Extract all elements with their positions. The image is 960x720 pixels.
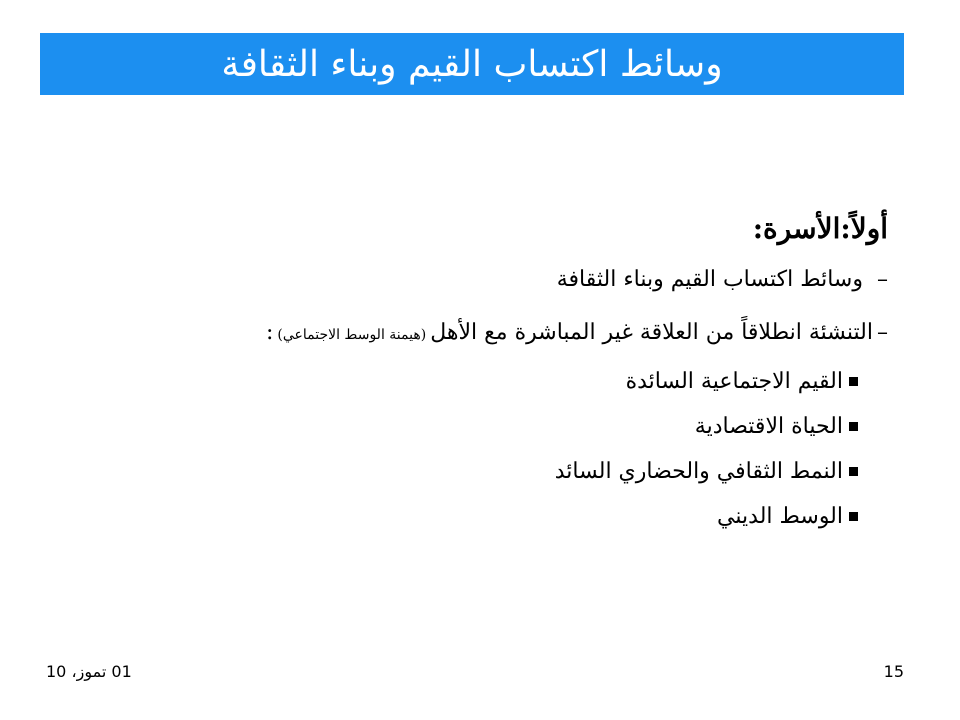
square-bullet-icon <box>849 422 858 431</box>
square-bullet-icon <box>849 467 858 476</box>
square-bullet-icon <box>849 512 858 521</box>
dash-item-2-colon: : <box>265 320 274 345</box>
sub-item-text: النمط الثقافي والحضاري السائد <box>554 459 843 484</box>
sub-item-text: الحياة الاقتصادية <box>694 414 843 439</box>
page-number: 15 <box>883 662 904 681</box>
square-bullet-icon <box>849 377 858 386</box>
dash-item-2 <box>128 320 888 345</box>
dash-item-1 <box>128 267 888 292</box>
sub-item <box>128 404 858 449</box>
sub-item <box>128 449 858 494</box>
sub-item <box>128 359 858 404</box>
dash-bullet: – <box>877 320 888 345</box>
sub-item <box>128 494 858 539</box>
dash-item-2-note: (هيمنة الوسط الاجتماعي) <box>277 327 427 343</box>
dash-item-1-text: وسائط اكتساب القيم وبناء الثقافة <box>556 267 863 292</box>
sub-item-list <box>128 359 888 539</box>
footer-date: 01 تموز، 10 <box>46 662 132 681</box>
dash-bullet: – <box>877 267 888 292</box>
sub-item-text: القيم الاجتماعية السائدة <box>625 369 843 394</box>
sub-item-text: الوسط الديني <box>717 504 843 529</box>
dash-item-2-text: التنشئة انطلاقاً من العلاقة غير المباشرة مع الأهل <box>430 320 873 345</box>
slide-title: وسائط اكتساب القيم وبناء الثقافة <box>221 43 723 85</box>
section-heading: أولاً:الأسرة: <box>752 212 888 245</box>
title-bar <box>40 33 904 95</box>
slide-content <box>128 212 888 539</box>
